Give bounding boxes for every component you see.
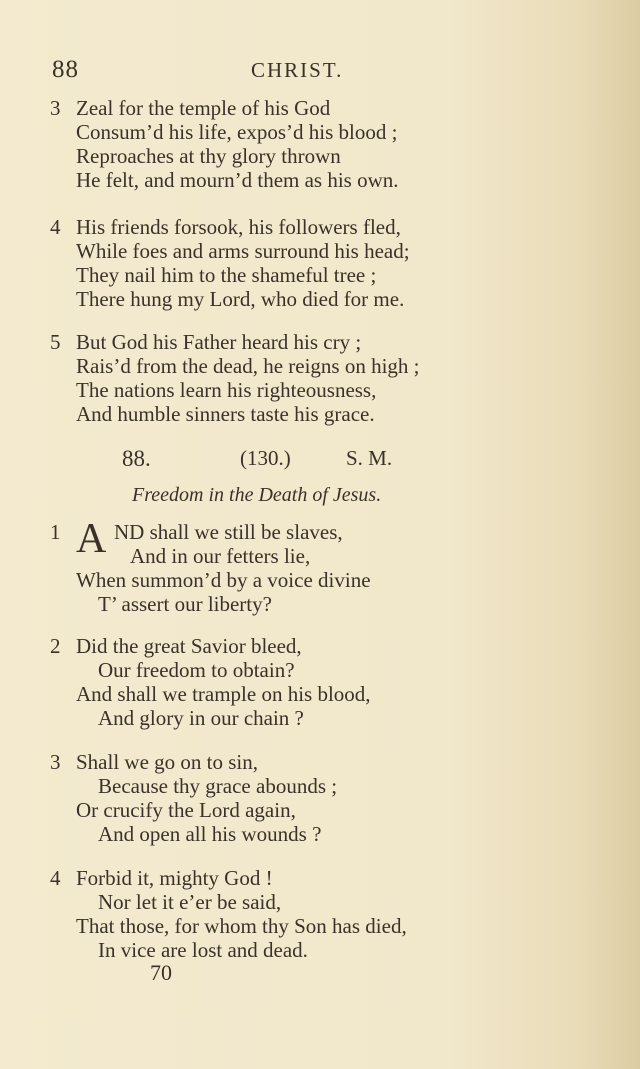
- verse-line: There hung my Lord, who died for me.: [76, 287, 405, 311]
- verse-line: They nail him to the shameful tree ;: [76, 263, 377, 287]
- verse-line: When summon’d by a voice divine: [76, 568, 371, 592]
- verse-line: Our freedom to obtain?: [98, 658, 295, 682]
- page-number: 88: [52, 56, 79, 83]
- hymn-stanza-2: [50, 634, 500, 730]
- hymn-heading: [122, 446, 442, 476]
- verse-line: T’ assert our liberty?: [98, 592, 272, 616]
- verse-line: That those, for whom thy Son has died,: [76, 914, 407, 938]
- verse-line: ND shall we still be slaves,: [114, 520, 343, 544]
- verse-line: Or crucify the Lord again,: [76, 798, 296, 822]
- stanza-number: 3: [50, 96, 61, 120]
- verse-line: Zeal for the temple of his God: [76, 96, 331, 120]
- signature-mark: 70: [150, 960, 172, 985]
- prev-stanza-4: [50, 215, 500, 311]
- hymn-number: 88.: [122, 446, 151, 471]
- hymn-meter: S. M.: [346, 446, 393, 470]
- verse-line: While foes and arms surround his head;: [76, 239, 410, 263]
- verse-line: Because thy grace abounds ;: [98, 774, 338, 798]
- verse-line: And humble sinners taste his grace.: [76, 402, 375, 426]
- prev-stanza-5: [50, 330, 500, 426]
- prev-stanza-3: [50, 96, 500, 192]
- verse-line: And in our fetters lie,: [130, 544, 311, 568]
- verse-line: Consum’d his life, expos’d his blood ;: [76, 120, 398, 144]
- page-header: [52, 56, 352, 90]
- stanza-number: 5: [50, 330, 61, 354]
- hymn-stanza-4: [50, 866, 500, 962]
- verse-line: Nor let it e’er be said,: [98, 890, 282, 914]
- drop-cap: A: [76, 516, 107, 562]
- stanza-number: 4: [50, 866, 61, 890]
- verse-line: Shall we go on to sin,: [76, 750, 258, 774]
- stanza-number: 4: [50, 215, 61, 239]
- stanza-number: 3: [50, 750, 61, 774]
- verse-line: He felt, and mourn’d them as his own.: [76, 168, 399, 192]
- hymn-tune-reference: (130.): [240, 446, 291, 470]
- verse-line: And glory in our chain ?: [98, 706, 304, 730]
- verse-line: Rais’d from the dead, he reigns on high ;: [76, 354, 420, 378]
- verse-line: And open all his wounds ?: [98, 822, 322, 846]
- hymn-stanza-1: [50, 516, 500, 616]
- verse-line: In vice are lost and dead.: [98, 938, 308, 962]
- verse-line: Reproaches at thy glory thrown: [76, 144, 341, 168]
- verse-line: Did the great Savior bleed,: [76, 634, 302, 658]
- hymn-stanza-3: [50, 750, 500, 846]
- verse-line: The nations learn his righteousness,: [76, 378, 377, 402]
- verse-line: His friends forsook, his followers fled,: [76, 215, 401, 239]
- stanza-number: 2: [50, 634, 61, 658]
- running-title: CHRIST.: [251, 58, 344, 82]
- verse-line: And shall we trample on his blood,: [76, 682, 371, 706]
- verse-line: Forbid it, mighty God !: [76, 866, 273, 890]
- hymn-subtitle: Freedom in the Death of Jesus.: [132, 484, 382, 506]
- verse-line: But God his Father heard his cry ;: [76, 330, 362, 354]
- stanza-number: 1: [50, 520, 61, 544]
